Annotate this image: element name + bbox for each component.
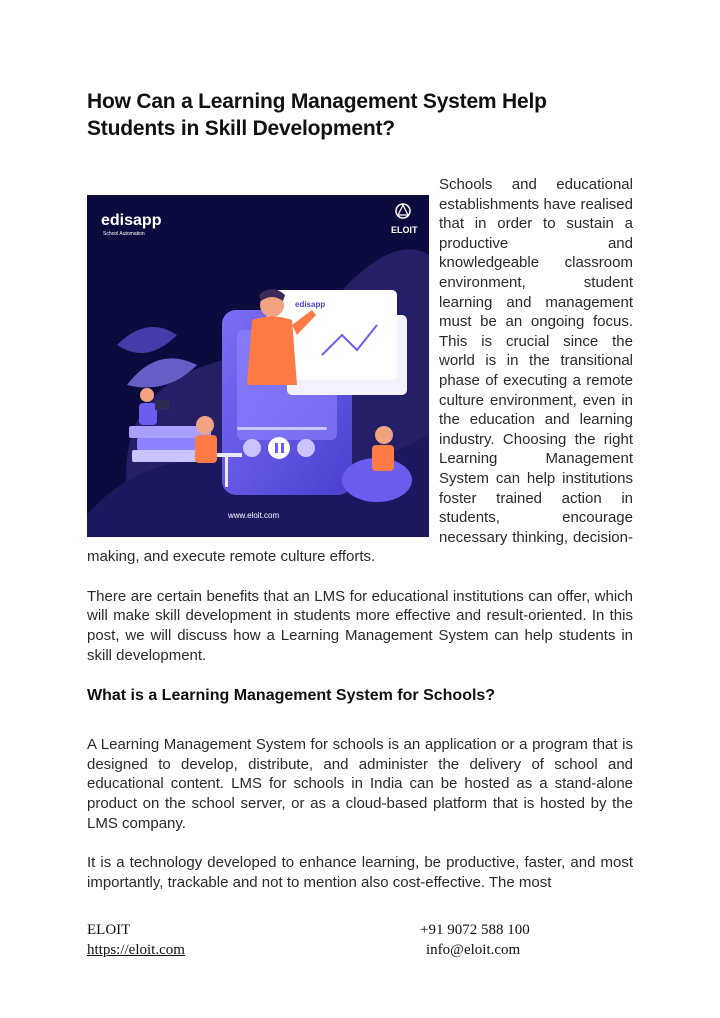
screen-logo: edisapp [295,299,326,309]
article [87,88,633,892]
student-3-head [375,426,393,444]
pause-icon [268,437,290,459]
hero-illustration [87,195,429,537]
desk [217,453,242,457]
illustration-svg [87,195,429,537]
page-title [87,88,633,142]
title-line-2: Students in Skill Development? [87,117,395,140]
paragraph-benefits: There are certain benefits that an LMS for educational institutions can offer, which will make skill development in students more effective and result-oriented. In this post, we will discuss how a Learning Management System can help students in skill development. [87,587,633,664]
paragraph-technology: It is a technology developed to enhance learning, be productive, faster, and most importantly, trackable and not to mention also cost-effective. The most [87,854,633,891]
footer-company: ELOIT [87,922,131,938]
website-caption: www.eloit.com [228,510,280,520]
student-1-head [140,388,154,402]
student-2-head [196,416,214,434]
edisapp-logo: edisapp [101,211,162,229]
eloit-logo-text: ELOIT [391,224,418,235]
footer-website-link[interactable]: https://eloit.com [87,942,185,958]
teacher-body [247,316,297,385]
student-1-body [139,403,157,425]
intro-paragraph [87,175,633,567]
intro-text: Schools and educational establishments have realised that in order to sustain a productive and knowledgeable classroom environment, student learning and management must be an ongoing focus. This is crucial since the world is in the transitional phase of executing a remote culture environment, even in the education and learning industry. Choosing the right Learning Management System can help institutions foster trained action in students, encourage necessary thinking, decision-making, and execute remote culture efforts. [87,176,633,566]
progress-track [237,427,327,430]
pause-bar-1 [275,443,278,453]
paragraph-definition: A Learning Management System for schools is an application or a program that is designed to develop, distribute, and administer the delivery of school and educational content. LMS for schools in India can be hosted as a stand-alone product on the school server, or as a cloud-based platform that is hosted by the LMS company. [87,736,633,832]
edisapp-logo-tagline: School Automation [103,230,145,237]
forward-icon [297,439,315,457]
title-line-1: How Can a Learning Management System Help [87,90,547,113]
intro-block [87,175,633,567]
pause-bar-2 [281,443,284,453]
section-heading: What is a Learning Management System for Schools? [87,687,496,705]
desk-leg [225,457,228,487]
rewind-icon [243,439,261,457]
footer-phone: +91 9072 588 100 [420,922,530,938]
footer-left [87,920,185,960]
student-2-body [195,435,217,463]
student-1-laptop [155,400,169,410]
footer-email: info@eloit.com [426,942,521,958]
footer-right [420,920,530,960]
student-3-body [372,445,394,471]
